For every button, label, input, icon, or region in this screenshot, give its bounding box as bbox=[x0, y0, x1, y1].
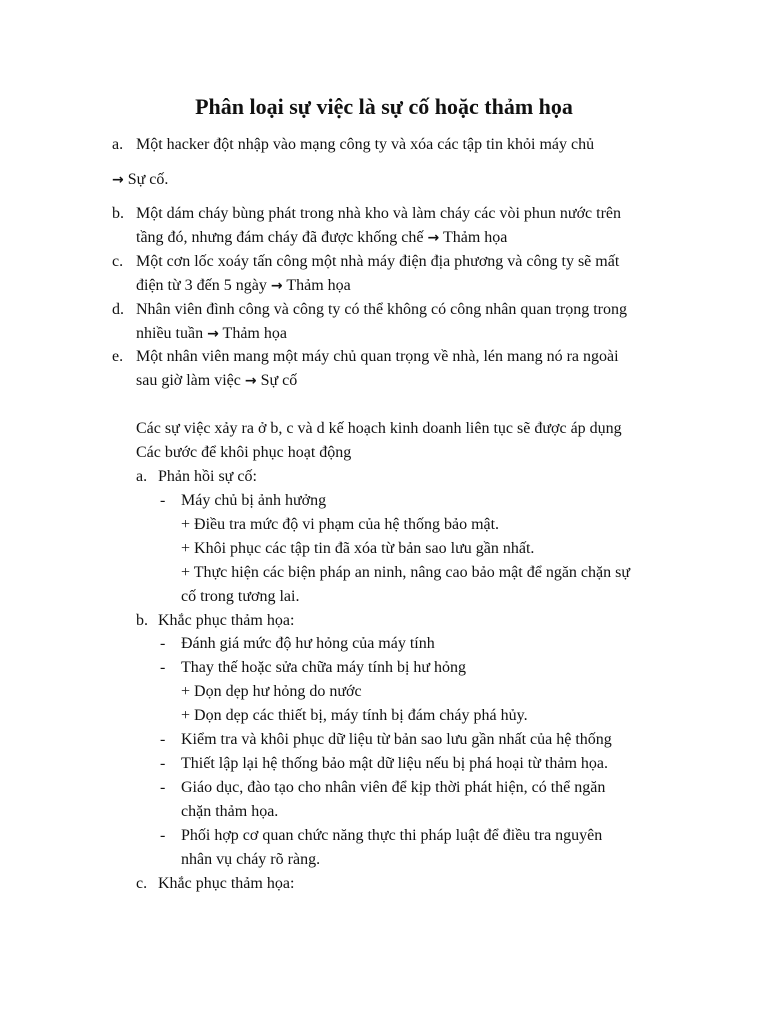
steps-heading: Các bước để khôi phục hoạt động bbox=[136, 444, 352, 461]
dash-marker: - bbox=[160, 827, 166, 844]
section-a-subitem-cont: cố trong tương lai. bbox=[181, 588, 300, 605]
item-a-result bbox=[112, 168, 168, 192]
item-c-result: Thảm họa bbox=[282, 277, 351, 294]
item-b-marker: b. bbox=[112, 205, 124, 222]
item-b-result: Thảm họa bbox=[439, 229, 508, 246]
section-b-bullet: Thay thế hoặc sửa chữa máy tính bị hư hỏng bbox=[181, 659, 467, 676]
item-b-line2 bbox=[136, 226, 507, 250]
section-a-marker: a. bbox=[136, 468, 148, 485]
item-a-text: Một hacker đột nhập vào mạng công ty và xóa các tập tin khỏi máy chủ bbox=[136, 136, 595, 153]
item-c-line2 bbox=[136, 274, 351, 298]
section-b-bullet: Giáo dục, đào tạo cho nhân viên để kịp thời phát hiện, có thể ngăn bbox=[181, 779, 606, 796]
item-d-line2-text: nhiều tuần bbox=[136, 325, 208, 342]
item-c-line1: Một cơn lốc xoáy tấn công một nhà máy điện địa phương và công ty sẽ mất bbox=[136, 253, 620, 270]
section-b-bullet: Thiết lập lại hệ thống bảo mật dữ liệu nếu bị phá hoại từ thảm họa. bbox=[181, 755, 609, 772]
item-a-marker: a. bbox=[112, 136, 124, 153]
section-b-bullet-cont: nhân vụ cháy rõ ràng. bbox=[181, 851, 321, 868]
section-b-bullet: Kiểm tra và khôi phục dữ liệu từ bản sao lưu gần nhất của hệ thống bbox=[181, 731, 612, 748]
section-b-bullet: Phối hợp cơ quan chức năng thực thi pháp luật để điều tra nguyên bbox=[181, 827, 603, 844]
dash-marker: - bbox=[160, 659, 166, 676]
item-e-line2-text: sau giờ làm việc bbox=[136, 372, 245, 389]
item-e-marker: e. bbox=[112, 348, 124, 365]
section-b-subitem: + Dọn dẹp các thiết bị, máy tính bị đám cháy phá hủy. bbox=[181, 707, 528, 724]
arrow-right-icon: → bbox=[427, 230, 440, 246]
section-a-bullet: Máy chủ bị ảnh hưởng bbox=[181, 492, 327, 509]
item-e-line1: Một nhân viên mang một máy chủ quan trọng về nhà, lén mang nó ra ngoài bbox=[136, 348, 619, 365]
item-c-marker: c. bbox=[112, 253, 124, 270]
item-b-line2-text: tầng đó, nhưng đám cháy đã được khống chế bbox=[136, 229, 428, 246]
dash-marker: - bbox=[160, 635, 166, 652]
dash-marker: - bbox=[160, 492, 166, 509]
item-e-result: Sự cố bbox=[256, 372, 298, 389]
item-b-line1: Một dám cháy bùng phát trong nhà kho và làm cháy các vòi phun nước trên bbox=[136, 205, 621, 222]
section-a-subitem: + Điều tra mức độ vi phạm của hệ thống bảo mật. bbox=[181, 516, 500, 533]
section-a-heading: Phản hồi sự cố: bbox=[158, 468, 257, 485]
dash-marker: - bbox=[160, 779, 166, 796]
section-b-heading: Khắc phục thảm họa: bbox=[158, 612, 295, 629]
section-b-marker: b. bbox=[136, 612, 148, 629]
section-b-bullet-cont: chặn thảm họa. bbox=[181, 803, 279, 820]
summary-paragraph: Các sự việc xảy ra ở b, c và d kế hoạch kinh doanh liên tục sẽ được áp dụng bbox=[136, 420, 622, 437]
dash-marker: - bbox=[160, 731, 166, 748]
section-a-subitem: + Khôi phục các tập tin đã xóa từ bản sao lưu gần nhất. bbox=[181, 540, 535, 557]
section-c-marker: c. bbox=[136, 875, 148, 892]
item-d-marker: d. bbox=[112, 301, 124, 318]
arrow-right-icon: → bbox=[112, 172, 124, 188]
item-c-line2-text: điện từ 3 đến 5 ngày bbox=[136, 277, 271, 294]
section-a-subitem: + Thực hiện các biện pháp an ninh, nâng cao bảo mật để ngăn chặn sự bbox=[181, 564, 631, 581]
dash-marker: - bbox=[160, 755, 166, 772]
item-d-result: Thảm họa bbox=[218, 325, 287, 342]
section-b-subitem: + Dọn dẹp hư hỏng do nước bbox=[181, 683, 362, 700]
arrow-right-icon: → bbox=[207, 326, 219, 342]
item-d-line2 bbox=[136, 322, 287, 346]
arrow-right-icon: → bbox=[244, 373, 257, 389]
item-e-line2 bbox=[136, 369, 297, 393]
section-c-heading: Khắc phục thảm họa: bbox=[158, 875, 295, 892]
arrow-right-icon: → bbox=[270, 278, 283, 294]
item-d-line1: Nhân viên đình công và công ty có thể không có công nhân quan trọng trong bbox=[136, 301, 627, 318]
item-a-result-text: Sự cố. bbox=[127, 171, 169, 188]
section-b-bullet: Đánh giá mức độ hư hỏng của máy tính bbox=[181, 635, 435, 652]
document-title: Phân loại sự việc là sự cố hoặc thảm họa bbox=[195, 94, 573, 119]
